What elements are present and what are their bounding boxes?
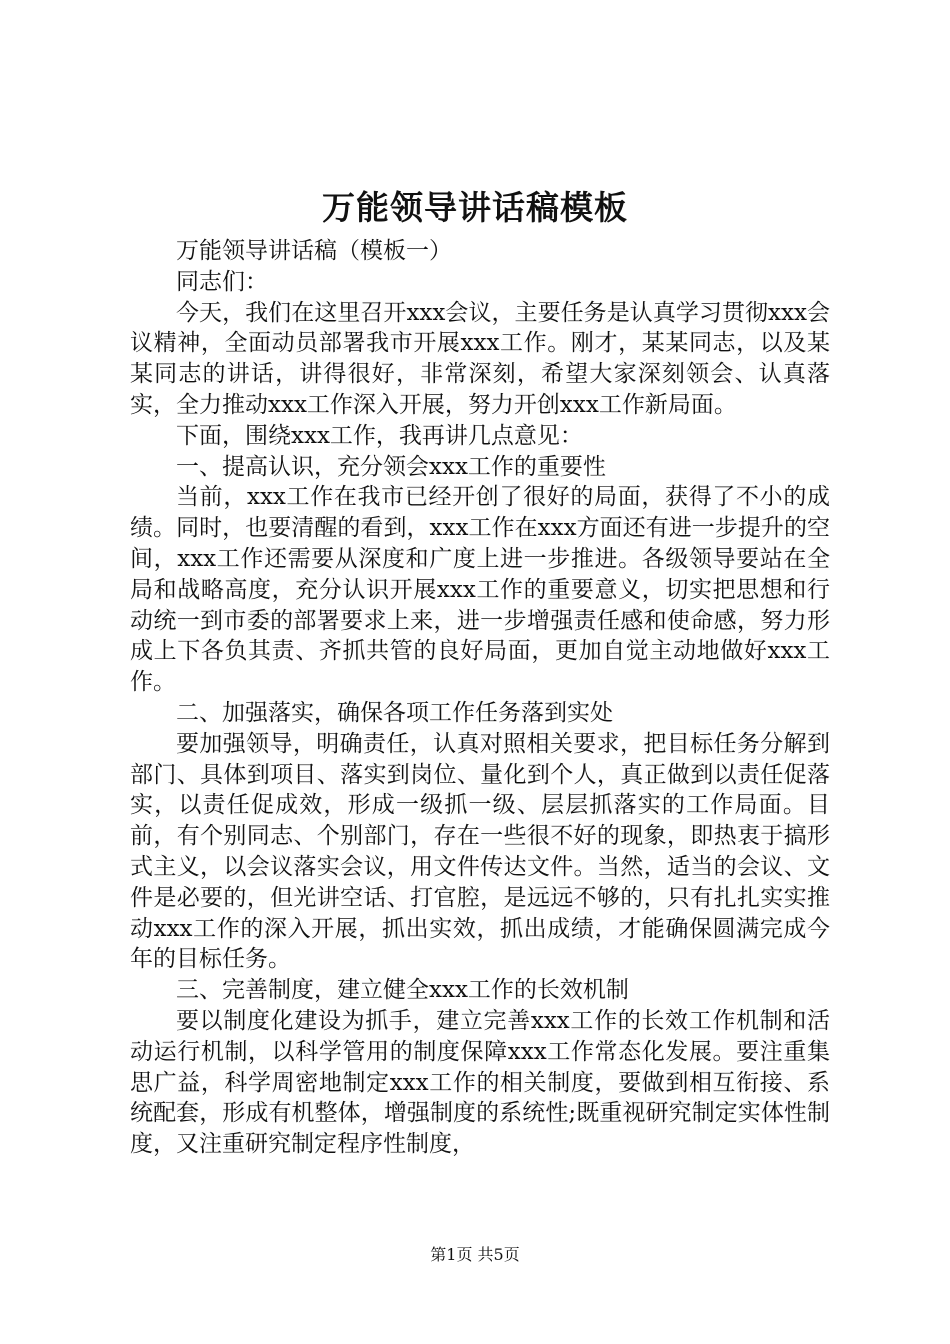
body-paragraph: 今天，我们在这里召开xxx会议，主要任务是认真学习贯彻xxx会议精神，全面动员部署我市开展xxx工作。刚才，某某同志，以及某某同志的讲话，讲得很好，非常深刻，希望大家深刻领会、认真落实，全力推动xxx工作深入开展，努力开创xxx工作新局面。 <box>130 299 830 418</box>
section-heading: 三、完善制度，建立健全xxx工作的长效机制 <box>176 977 629 1004</box>
salutation-paragraph: 同志们： <box>176 268 268 295</box>
section-heading: 一、提高认识，充分领会xxx工作的重要性 <box>176 453 606 480</box>
body-paragraph: 当前，xxx工作在我市已经开创了很好的局面，获得了不小的成绩。同时，也要清醒的看到，xxx工作在xxx方面还有进一步提升的空间，xxx工作还需要从深度和广度上进一步推进。各级领导要站在全局和战略高度，充分认识开展xxx工作的重要意义，切实把思想和行动统一到市委的部署要求上来，进一步增强责任感和使命感，努力形成上下各负其责、齐抓共管的良好局面，更加自觉主动地做好xxx工作。 <box>130 484 830 696</box>
document-title: 万能领导讲话稿模板 <box>322 188 628 227</box>
page-number-footer: 第1页 共5页 <box>430 1245 520 1264</box>
section-heading: 二、加强落实，确保各项工作任务落到实处 <box>176 699 613 726</box>
document-body <box>130 236 830 1160</box>
body-paragraph: 下面，围绕xxx工作，我再讲几点意见： <box>176 422 583 449</box>
body-paragraph: 要以制度化建设为抓手，建立完善xxx工作的长效工作机制和活动运行机制，以科学管用的制度保障xxx工作常态化发展。要注重集思广益，科学周密地制定xxx工作的相关制度，要做到相互衔接、系统配套，形成有机整体，增强制度的系统性;既重视研究制定实体性制度，又注重研究制定程序性制度， <box>130 1007 830 1158</box>
body-paragraph: 要加强领导，明确责任，认真对照相关要求，把目标任务分解到部门、具体到项目、落实到岗位、量化到个人，真正做到以责任促落实，以责任促成效，形成一级抓一级、层层抓落实的工作局面。目前，有个别同志、个别部门，存在一些很不好的现象，即热衷于搞形式主义，以会议落实会议，用文件传达文件。当然，适当的会议、文件是必要的，但光讲空话、打官腔，是远远不够的，只有扎扎实实推动xxx工作的深入开展，抓出实效，抓出成绩，才能确保圆满完成今年的目标任务。 <box>130 730 830 973</box>
subtitle-paragraph: 万能领导讲话稿（模板一） <box>176 238 452 264</box>
